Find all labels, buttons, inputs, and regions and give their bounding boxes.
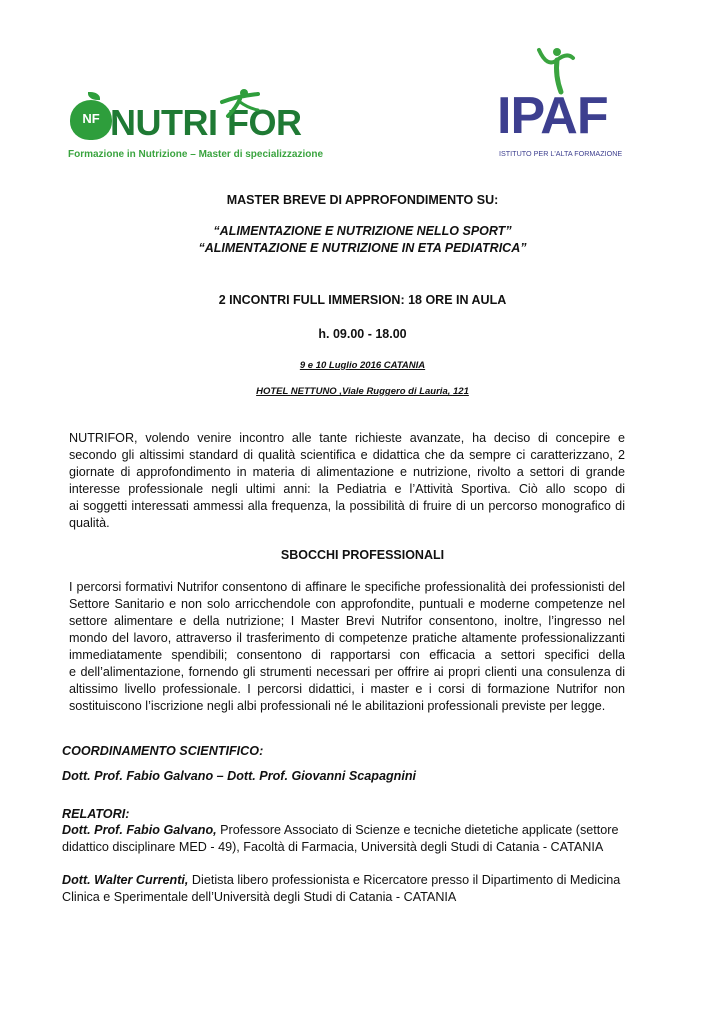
date-info: 9 e 10 Luglio 2016 CATANIA	[299, 360, 426, 371]
intro-line: NUTRIFOR, volendo venire incontro alle tante richieste avanzate, ha deciso di concepire e	[69, 431, 625, 445]
nutrifor-badge: NF	[82, 111, 100, 126]
master-title: MASTER BREVE DI APPROFONDIMENTO SU:	[226, 193, 499, 207]
sbocchi-line: mondo del lavoro, attraverso il trasferimento di competenze pratiche altamente professionalizzanti	[69, 631, 625, 645]
relatore-name: Dott. Prof. Fabio Galvano,	[62, 823, 217, 837]
relatore-item	[62, 872, 620, 889]
relatore-desc: Professore Associato di Scienze e tecniche dietetiche applicate (settore	[216, 823, 619, 837]
meetings-info: 2 INCONTRI FULL IMMERSION: 18 ORE IN AULA	[218, 293, 507, 307]
relatore-desc-cont: Clinica e Sperimentale dell’Università degli Studi di Catania - CATANIA	[62, 890, 457, 904]
sbocchi-heading: SBOCCHI PROFESSIONALI	[280, 548, 445, 562]
intro-paragraph	[69, 430, 625, 532]
subtitle-sport: “ALIMENTAZIONE E NUTRIZIONE NELLO SPORT”	[213, 224, 512, 238]
relatore-item	[62, 822, 618, 839]
runner-icon	[218, 88, 263, 118]
relatori-heading: RELATORI:	[62, 807, 130, 821]
nutrifor-logo	[68, 88, 324, 163]
intro-line: giornate di approfondimento in materia di alimentazione e nutrizione, rivolto a settori di grande	[69, 465, 625, 479]
ipaf-wordmark: IPAF	[497, 87, 608, 145]
intro-line: interesse professionale negli ultimi anni: la Pediatria e l’Attività Sportiva. Ciò allo scopo di	[69, 482, 625, 496]
nutrifor-wordmark: NUTRI FOR	[110, 102, 302, 143]
sbocchi-line: Settore Sanitario e non solo arricchendole con approfondite, puntuali e moderne competenze nel	[69, 597, 625, 611]
apple-leaf-icon	[88, 92, 100, 100]
nutrifor-tagline: Formazione in Nutrizione – Master di specializzazione	[68, 149, 324, 160]
sbocchi-line: altissimo livello professionale. I percorsi didattici, i master e i corsi di formazione Nutrifor non	[69, 682, 625, 696]
coordinamento-names: Dott. Prof. Fabio Galvano – Dott. Prof. Giovanni Scapagnini	[62, 769, 417, 783]
venue-info: HOTEL NETTUNO ,Viale Ruggero di Lauria, 121	[256, 386, 469, 397]
sbocchi-line: e dell’alimentazione, fornendo gli strumenti necessari per offrire ai propri clienti una consulenza di	[69, 665, 625, 679]
sbocchi-paragraph	[69, 579, 625, 715]
intro-line: ai soggetti interessati ammessi alla frequenza, la possibilità di fruire di un percorso monografico di	[69, 499, 625, 513]
relatore-desc: Dietista libero professionista e Ricercatore presso il Dipartimento di Medicina	[188, 873, 621, 887]
ipaf-logo	[493, 46, 628, 161]
sbocchi-line: sostituiscono l’iscrizione negli albi professionali né le abilitazioni professionali previste per legge.	[69, 699, 606, 713]
sbocchi-line: I percorsi formativi Nutrifor consentono di affinare le specifiche professionalità dei professionisti del	[69, 580, 625, 594]
relatore-name: Dott. Walter Currenti,	[62, 873, 189, 887]
sbocchi-line: immediatamente spendibili; consentono di rapportarsi con efficacia a settori specifici della	[69, 648, 625, 662]
sbocchi-line: settore alimentare e della nutrizione; I Master Brevi Nutrifor consentono, inoltre, l’ingresso nel	[69, 614, 625, 628]
subtitle-pediatric: “ALIMENTAZIONE E NUTRIZIONE IN ETA PEDIATRICA”	[198, 241, 527, 255]
coordinamento-heading: COORDINAMENTO SCIENTIFICO:	[62, 744, 264, 758]
ipaf-subtitle: ISTITUTO PER L'ALTA FORMAZIONE	[499, 149, 623, 158]
intro-line: qualità.	[69, 516, 110, 530]
relatore-desc-cont: didattico disciplinare MED - 49), Facoltà di Farmacia, Università degli Studi di Catania - CATANIA	[62, 840, 604, 854]
intro-line: secondo gli altissimi standard di qualità scientifica e didattica che da sempre ci caratterizzano, 2	[69, 448, 625, 462]
hours-info: h. 09.00 - 18.00	[318, 327, 407, 341]
